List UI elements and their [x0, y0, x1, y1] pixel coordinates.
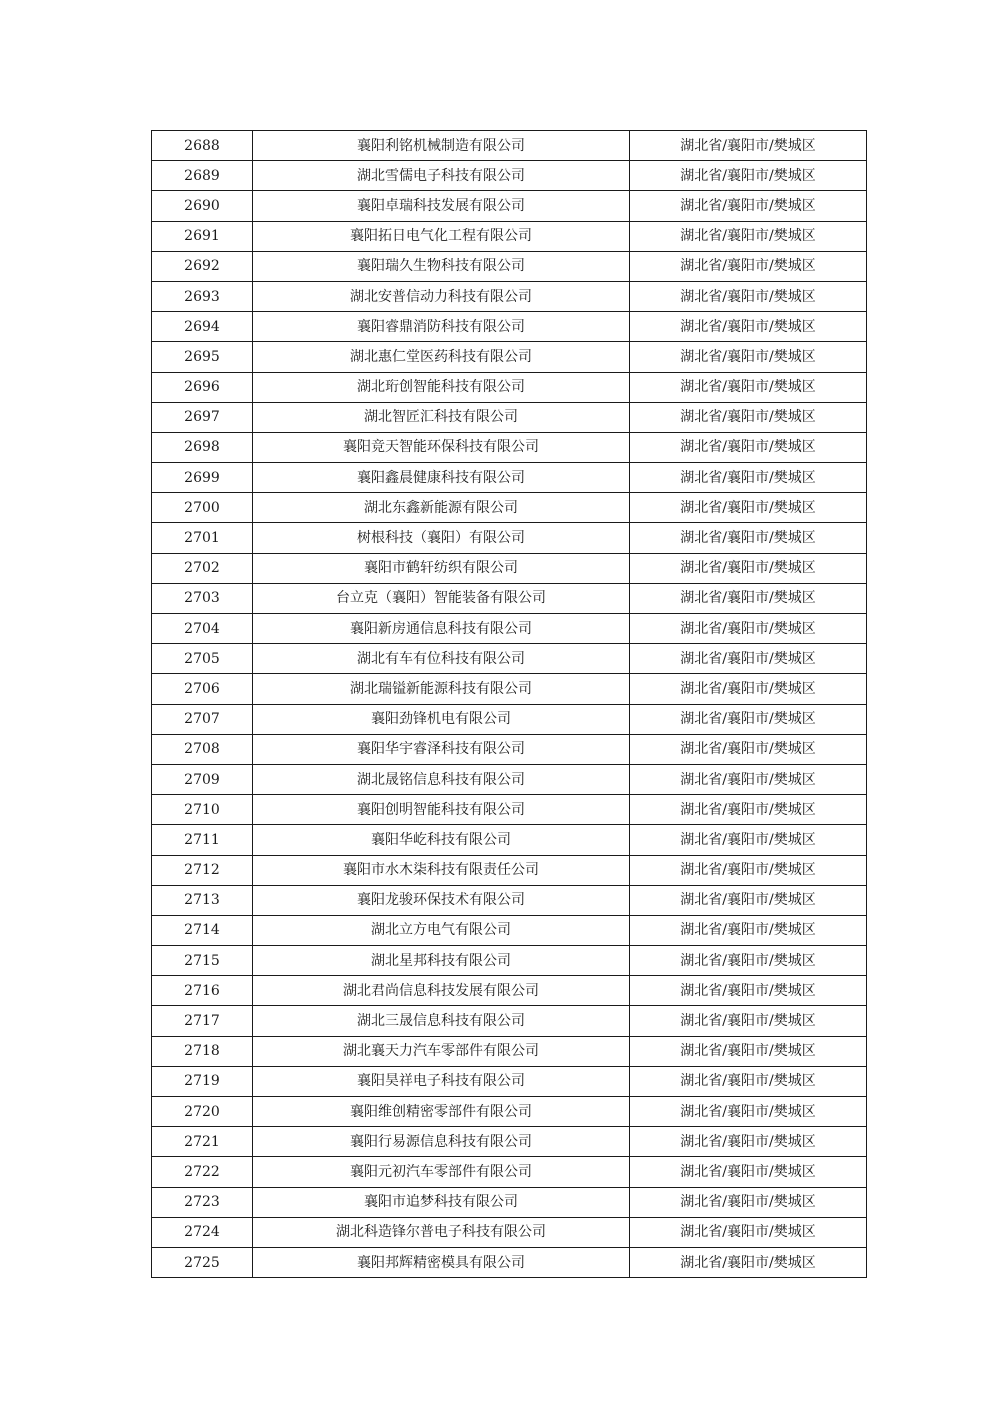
- company-name-cell: 襄阳龙骏环保技术有限公司: [253, 885, 630, 915]
- table-row: [152, 1006, 867, 1036]
- region-cell: 湖北省/襄阳市/樊城区: [630, 764, 867, 794]
- region-cell: 湖北省/襄阳市/樊城区: [630, 523, 867, 553]
- row-number-cell: 2691: [152, 221, 253, 251]
- table-row: [152, 795, 867, 825]
- region-cell: 湖北省/襄阳市/樊城区: [630, 734, 867, 764]
- row-number-cell: 2724: [152, 1217, 253, 1247]
- table-row: [152, 523, 867, 553]
- region-cell: 湖北省/襄阳市/樊城区: [630, 493, 867, 523]
- company-name-cell: 湖北有车有位科技有限公司: [253, 644, 630, 674]
- company-name-cell: 襄阳华宇睿泽科技有限公司: [253, 734, 630, 764]
- company-name-cell: 襄阳卓瑞科技发展有限公司: [253, 191, 630, 221]
- region-cell: 湖北省/襄阳市/樊城区: [630, 131, 867, 161]
- region-cell: 湖北省/襄阳市/樊城区: [630, 402, 867, 432]
- company-name-cell: 湖北三晟信息科技有限公司: [253, 1006, 630, 1036]
- region-cell: 湖北省/襄阳市/樊城区: [630, 1066, 867, 1096]
- company-name-cell: 湖北襄天力汽车零部件有限公司: [253, 1036, 630, 1066]
- region-cell: 湖北省/襄阳市/樊城区: [630, 855, 867, 885]
- table-row: [152, 1217, 867, 1247]
- region-cell: 湖北省/襄阳市/樊城区: [630, 281, 867, 311]
- region-cell: 湖北省/襄阳市/樊城区: [630, 553, 867, 583]
- company-name-cell: 湖北珩创智能科技有限公司: [253, 372, 630, 402]
- table-row: [152, 1157, 867, 1187]
- row-number-cell: 2698: [152, 432, 253, 462]
- region-cell: 湖北省/襄阳市/樊城区: [630, 825, 867, 855]
- company-name-cell: 湖北瑞镒新能源科技有限公司: [253, 674, 630, 704]
- table-row: [152, 553, 867, 583]
- row-number-cell: 2716: [152, 976, 253, 1006]
- region-cell: 湖北省/襄阳市/樊城区: [630, 795, 867, 825]
- region-cell: 湖北省/襄阳市/樊城区: [630, 1036, 867, 1066]
- row-number-cell: 2692: [152, 251, 253, 281]
- company-name-cell: 襄阳利铭机械制造有限公司: [253, 131, 630, 161]
- company-name-cell: 襄阳元初汽车零部件有限公司: [253, 1157, 630, 1187]
- row-number-cell: 2717: [152, 1006, 253, 1036]
- table-row: [152, 825, 867, 855]
- company-name-cell: 湖北君尚信息科技发展有限公司: [253, 976, 630, 1006]
- region-cell: 湖北省/襄阳市/樊城区: [630, 644, 867, 674]
- table-row: [152, 734, 867, 764]
- company-list-table: [151, 130, 867, 1278]
- company-name-cell: 湖北立方电气有限公司: [253, 915, 630, 945]
- row-number-cell: 2725: [152, 1247, 253, 1277]
- region-cell: 湖北省/襄阳市/樊城区: [630, 1187, 867, 1217]
- table-row: [152, 281, 867, 311]
- company-name-cell: 台立克（襄阳）智能装备有限公司: [253, 583, 630, 613]
- region-cell: 湖北省/襄阳市/樊城区: [630, 372, 867, 402]
- table-row: [152, 946, 867, 976]
- region-cell: 湖北省/襄阳市/樊城区: [630, 1006, 867, 1036]
- company-name-cell: 襄阳市鹤轩纺织有限公司: [253, 553, 630, 583]
- table-body: [152, 131, 867, 1278]
- region-cell: 湖北省/襄阳市/樊城区: [630, 1157, 867, 1187]
- company-name-cell: 湖北科造锋尔普电子科技有限公司: [253, 1217, 630, 1247]
- company-name-cell: 襄阳睿鼎消防科技有限公司: [253, 312, 630, 342]
- company-name-cell: 襄阳昊祥电子科技有限公司: [253, 1066, 630, 1096]
- region-cell: 湖北省/襄阳市/樊城区: [630, 1247, 867, 1277]
- table-row: [152, 855, 867, 885]
- company-name-cell: 湖北星邦科技有限公司: [253, 946, 630, 976]
- table-row: [152, 191, 867, 221]
- table-row: [152, 885, 867, 915]
- row-number-cell: 2714: [152, 915, 253, 945]
- company-name-cell: 襄阳行易源信息科技有限公司: [253, 1127, 630, 1157]
- table-row: [152, 432, 867, 462]
- company-name-cell: 树根科技（襄阳）有限公司: [253, 523, 630, 553]
- row-number-cell: 2696: [152, 372, 253, 402]
- table-row: [152, 674, 867, 704]
- table-row: [152, 614, 867, 644]
- company-name-cell: 襄阳市水木柒科技有限责任公司: [253, 855, 630, 885]
- row-number-cell: 2713: [152, 885, 253, 915]
- company-name-cell: 襄阳新房通信息科技有限公司: [253, 614, 630, 644]
- row-number-cell: 2699: [152, 463, 253, 493]
- company-name-cell: 襄阳华屹科技有限公司: [253, 825, 630, 855]
- row-number-cell: 2722: [152, 1157, 253, 1187]
- table-row: [152, 1036, 867, 1066]
- region-cell: 湖北省/襄阳市/樊城区: [630, 1127, 867, 1157]
- company-name-cell: 湖北雪儒电子科技有限公司: [253, 161, 630, 191]
- row-number-cell: 2702: [152, 553, 253, 583]
- row-number-cell: 2703: [152, 583, 253, 613]
- table-row: [152, 312, 867, 342]
- company-name-cell: 湖北晟铭信息科技有限公司: [253, 764, 630, 794]
- region-cell: 湖北省/襄阳市/樊城区: [630, 976, 867, 1006]
- region-cell: 湖北省/襄阳市/樊城区: [630, 342, 867, 372]
- company-name-cell: 襄阳市追梦科技有限公司: [253, 1187, 630, 1217]
- row-number-cell: 2694: [152, 312, 253, 342]
- row-number-cell: 2704: [152, 614, 253, 644]
- company-name-cell: 襄阳鑫晨健康科技有限公司: [253, 463, 630, 493]
- row-number-cell: 2688: [152, 131, 253, 161]
- company-name-cell: 湖北安普信动力科技有限公司: [253, 281, 630, 311]
- region-cell: 湖北省/襄阳市/樊城区: [630, 312, 867, 342]
- region-cell: 湖北省/襄阳市/樊城区: [630, 614, 867, 644]
- region-cell: 湖北省/襄阳市/樊城区: [630, 674, 867, 704]
- table-row: [152, 1097, 867, 1127]
- table-row: [152, 161, 867, 191]
- region-cell: 湖北省/襄阳市/樊城区: [630, 885, 867, 915]
- row-number-cell: 2697: [152, 402, 253, 432]
- table-row: [152, 915, 867, 945]
- row-number-cell: 2720: [152, 1097, 253, 1127]
- row-number-cell: 2689: [152, 161, 253, 191]
- region-cell: 湖北省/襄阳市/樊城区: [630, 221, 867, 251]
- row-number-cell: 2693: [152, 281, 253, 311]
- company-name-cell: 襄阳拓日电气化工程有限公司: [253, 221, 630, 251]
- table-row: [152, 372, 867, 402]
- row-number-cell: 2711: [152, 825, 253, 855]
- region-cell: 湖北省/襄阳市/樊城区: [630, 1097, 867, 1127]
- row-number-cell: 2715: [152, 946, 253, 976]
- region-cell: 湖北省/襄阳市/樊城区: [630, 432, 867, 462]
- table-row: [152, 493, 867, 523]
- region-cell: 湖北省/襄阳市/樊城区: [630, 915, 867, 945]
- row-number-cell: 2708: [152, 734, 253, 764]
- row-number-cell: 2721: [152, 1127, 253, 1157]
- region-cell: 湖北省/襄阳市/樊城区: [630, 946, 867, 976]
- company-name-cell: 湖北智匠汇科技有限公司: [253, 402, 630, 432]
- row-number-cell: 2712: [152, 855, 253, 885]
- region-cell: 湖北省/襄阳市/樊城区: [630, 1217, 867, 1247]
- row-number-cell: 2718: [152, 1036, 253, 1066]
- region-cell: 湖北省/襄阳市/樊城区: [630, 704, 867, 734]
- company-name-cell: 襄阳维创精密零部件有限公司: [253, 1097, 630, 1127]
- table-row: [152, 402, 867, 432]
- table-row: [152, 1127, 867, 1157]
- company-name-cell: 湖北东鑫新能源有限公司: [253, 493, 630, 523]
- company-name-cell: 襄阳竞天智能环保科技有限公司: [253, 432, 630, 462]
- region-cell: 湖北省/襄阳市/樊城区: [630, 161, 867, 191]
- row-number-cell: 2707: [152, 704, 253, 734]
- region-cell: 湖北省/襄阳市/樊城区: [630, 191, 867, 221]
- table-row: [152, 976, 867, 1006]
- company-name-cell: 襄阳瑞久生物科技有限公司: [253, 251, 630, 281]
- row-number-cell: 2700: [152, 493, 253, 523]
- company-name-cell: 湖北惠仁堂医药科技有限公司: [253, 342, 630, 372]
- region-cell: 湖北省/襄阳市/樊城区: [630, 251, 867, 281]
- table-row: [152, 251, 867, 281]
- table-row: [152, 342, 867, 372]
- table-row: [152, 1066, 867, 1096]
- region-cell: 湖北省/襄阳市/樊城区: [630, 583, 867, 613]
- row-number-cell: 2719: [152, 1066, 253, 1096]
- row-number-cell: 2709: [152, 764, 253, 794]
- table-row: [152, 463, 867, 493]
- table-row: [152, 583, 867, 613]
- company-name-cell: 襄阳创明智能科技有限公司: [253, 795, 630, 825]
- row-number-cell: 2706: [152, 674, 253, 704]
- table-row: [152, 131, 867, 161]
- row-number-cell: 2701: [152, 523, 253, 553]
- company-name-cell: 襄阳邦辉精密模具有限公司: [253, 1247, 630, 1277]
- table-row: [152, 644, 867, 674]
- row-number-cell: 2690: [152, 191, 253, 221]
- region-cell: 湖北省/襄阳市/樊城区: [630, 463, 867, 493]
- row-number-cell: 2710: [152, 795, 253, 825]
- table-row: [152, 1247, 867, 1277]
- table-row: [152, 221, 867, 251]
- row-number-cell: 2695: [152, 342, 253, 372]
- table-row: [152, 1187, 867, 1217]
- row-number-cell: 2723: [152, 1187, 253, 1217]
- table-row: [152, 764, 867, 794]
- table-row: [152, 704, 867, 734]
- company-name-cell: 襄阳劲锋机电有限公司: [253, 704, 630, 734]
- row-number-cell: 2705: [152, 644, 253, 674]
